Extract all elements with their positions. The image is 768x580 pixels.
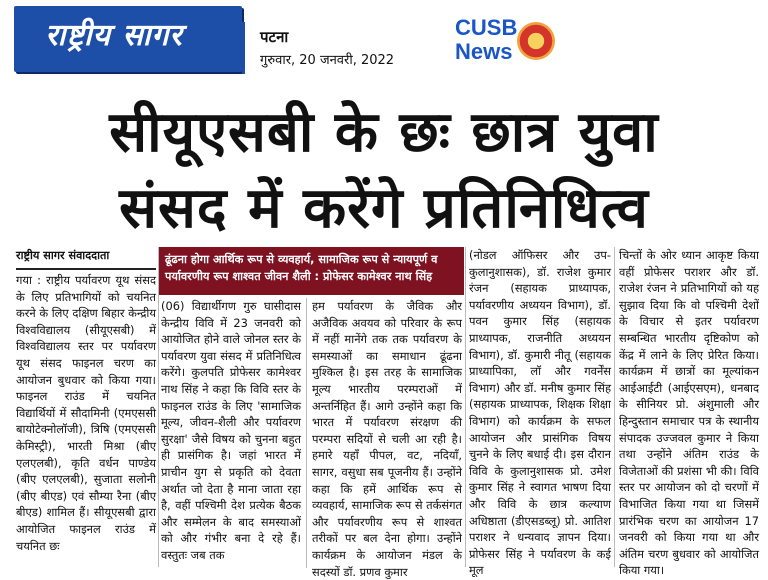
article-column-5: चिन्तों के ओर ध्यान आकृष्ट किया वहीं प्रोफेसर पराशर और डॉ. राजेश रंजन ने प्रतिभागियों को यह सुझाव दिया कि वो पश्चिमी देशों के विचार से इतर पर्यावरण सम्बन्धित भारतीय दृष्टिकोण को केंद्र में लाने के लिए प्रेरित किया। कार्यक्रम में छात्रों का मूल्यांकन आईआईटी (आईएसएम), धनबाद के सीनियर प्रो. अंशुमाली और हिन्दुस्तान समाचार पत्र के स्थानीय संपादक उज्जवल कुमार ने किया तथा उन्होंने अंतिम राउंड के विजेताओं की प्रशंसा भी की। विवि स्तर पर आयोजन को दो चरणों में विभाजित किया गया था जिसमें प्रारंभिक चरण का आयोजन 17 जनवरी को किया गया था और अंतिम चरण बुधवार को आयोजित किया गया। (619, 248, 759, 578)
dateline-date: गुरुवार, 20 जनवरी, 2022 (260, 53, 395, 68)
article-column-3: हम पर्यावरण के जैविक और अजैविक अवयव को परिवार के रूप में नहीं मानेंगे तक तक पर्यावरण के समस्याओं का समाधान ढूंढना मुश्किल है। इस तरह के सामाजिक मूल्य भारतीय परम्पराओं में अन्तर्निहित हैं। आगे उन्होंने कहा कि भारत में पर्यावरण संरक्षण की परम्परा सदियों से चली आ रही है। हमारे यहाँ पीपल, वट, नदियाँ, सागर, वसुधा सब पूजनीय हैं। उन्होंने कहा कि हमें आर्थिक रूप से व्यवहार्य, सामाजिक रूप से तर्कसंगत और पर्यावरणीय रूप से शाश्वत तरीकों पर बल देना होगा। उन्होंने कार्यक्रम के आयोजन मंडल के सदस्यों डॉ. प्रणव कुमार (312, 299, 462, 579)
headline-line-2: संसद में करेंगे प्रतिनिधित्व (119, 176, 649, 241)
column-divider (465, 247, 466, 567)
column-divider (614, 247, 615, 567)
column-divider (306, 298, 307, 568)
byline-rule (16, 268, 156, 270)
cusb-news-logo (455, 16, 517, 64)
dateline-city: पटना (260, 28, 289, 46)
masthead-title: राष्ट्रीय सागर (45, 17, 183, 53)
subheading-banner: ढूंढना होगा आर्थिक रूप से व्यवहार्य, सामाजिक रूप से न्यायपूर्ण व पर्यावरणीय रूप शाश्वत जीवन शैली : प्रोफेसर कामेश्वर नाथ सिंह (159, 247, 464, 295)
headline-line-1: सीयूएसबी के छः छात्र युवा (109, 100, 659, 165)
column-divider (158, 247, 159, 567)
article-column-2: (06) विद्यार्थीगण गुरु घासीदास केन्द्रीय विवि में 23 जनवरी को आयोजित होने वाले जोनल स्तर के पर्यावरण युवा संसद में प्रतिनिधित्व करेंगे। कुलपति प्रोफेसर कामेश्वर नाथ सिंह ने कहा कि विवि स्तर के फाइनल राउंड के लिए 'सामाजिक मूल्य, जीवन-शैली और पर्यावरण सुरक्षा' जैसे विषय को चुनना बहुत ही प्रासंगिक है। जहां भारत में प्राचीन युग से प्रकृति को देवता अर्थात जो देता है माना जाता रहा है, वहीं पश्चिमी देश प्रत्येक बैठक और सम्मेलन के बाद समस्याओं को और गंभीर बना दे रहे हैं। वस्तुतः जब तक (161, 299, 301, 562)
article-column-4: (नोडल ऑफिसर और उप-कुलानुशासक), डॉ. राजेश कुमार रंजन (सहायक प्राध्यापक, पर्यावरणीय अध्ययन विभाग), डॉ. पवन कुमार सिंह (सहायक प्राध्यापक, राजनीति अध्ययन विभाग), डॉ. कुमारी नीतू (सहायक प्राध्यापिका, लॉ और गवर्नेंस विभाग) और डॉ. मनीष कुमार सिंह (सहायक प्राध्यापक, शिक्षक शिक्षा विभाग) को कार्यक्रम के सफल आयोजन और प्रासंगिक विषय चुनने के लिए बधाई दी। इस दौरान विवि के कुलानुशासक प्रो. उमेश कुमार सिंह ने स्वागत भाषण दिया और विवि के छात्र कल्याण अधिष्ठाता (डीएसडब्लू) प्रो. आतिश पराशर ने धन्यवाद ज्ञापन दिया। प्रोफेसर सिंह ने पर्यावरण के कई मूल (469, 248, 611, 578)
article-column-1: गया : राष्ट्रीय पर्यावरण यूथ संसद के लिए प्रतिभागियों को चयनित करने के लिए दक्षिण बिहार केन्द्रीय विश्वविद्यालय (सीयूएसबी) में विश्वविद्यालय स्तर पर पर्यावरण यूथ संसद फाइनल चरण का आयोजन बुधवार को किया गया। फाइनल राउंड में चयनित विद्यार्थियों में सौदामिनी (एमएससी बायोटेक्नोलॉजी), त्रिषि (एमएससी केमिस्ट्री), भारती मिश्रा (बीए एलएलबी), कृति वर्धन पाण्डेय (बीए एलएलबी), सुजाता सलोनी (बीए बीएड) एवं सौम्या रैना (बीए बीएड) शामिल हैं। सीयूएसबी द्वारा आयोजित फाइनल राउंड में चयनित छः (16, 273, 156, 553)
cusb-news-line1: CUSB (455, 15, 518, 40)
university-emblem-icon (517, 22, 555, 60)
cusb-news-line2: News (455, 39, 513, 64)
byline: राष्ट्रीय सागर संवाददाता (16, 249, 110, 262)
